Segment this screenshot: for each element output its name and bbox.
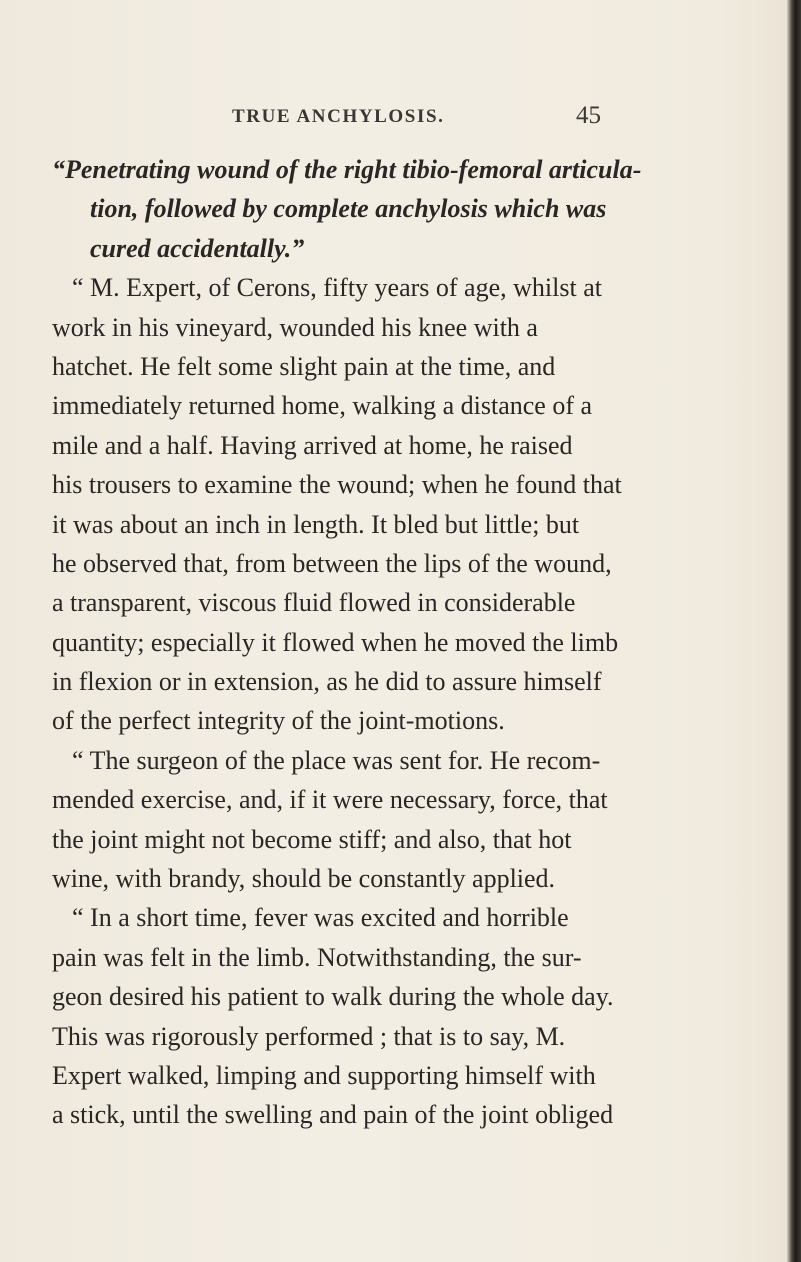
text-line: the joint might not become stiff; and also, that hot — [52, 824, 572, 854]
text-line: “ In a short time, fever was excited and horrible — [72, 903, 569, 933]
text-line: a transparent, viscous fluid flowed in considerable — [52, 588, 576, 618]
text-line: mile and a half. Having arrived at home, he raised — [52, 430, 573, 460]
text-line: pain was felt in the limb. Notwithstanding, the sur- — [52, 942, 582, 972]
text-line: This was rigorously performed ; that is to say, M. — [52, 1021, 566, 1051]
text-line: cured accidentally.” — [90, 233, 305, 263]
text-line: work in his vineyard, wounded his knee with a — [52, 312, 538, 342]
page-edge — [787, 0, 801, 1262]
text-line: a stick, until the swelling and pain of the joint obliged — [52, 1100, 614, 1130]
text-line: hatchet. He felt some slight pain at the time, and — [52, 351, 556, 381]
text-line: “ The surgeon of the place was sent for. He recom- — [72, 745, 601, 775]
text-line: “ M. Expert, of Cerons, fifty years of age, whilst at — [72, 273, 602, 303]
text-line: Expert walked, limping and supporting himself with — [52, 1060, 596, 1090]
text-line: in flexion or in extension, as he did to assure himself — [52, 667, 602, 697]
text-line: of the perfect integrity of the joint-motions. — [52, 706, 505, 736]
text-line: immediately returned home, walking a distance of a — [52, 391, 593, 421]
page-number: 45 — [576, 102, 601, 129]
text-line: it was about an inch in length. It bled but little; but — [52, 509, 580, 539]
text-line: geon desired his patient to walk during the whole day. — [52, 982, 614, 1012]
page-header — [232, 102, 652, 134]
text-line: wine, with brandy, should be constantly applied. — [52, 864, 556, 894]
text-line: quantity; especially it flowed when he moved the limb — [52, 627, 619, 657]
running-head: TRUE ANCHYLOSIS. — [232, 106, 445, 127]
text-line: his trousers to examine the wound; when he found that — [52, 470, 622, 500]
text-line: tion, followed by complete anchylosis which was — [90, 194, 607, 224]
text-line: “Penetrating wound of the right tibio-femoral articula- — [52, 155, 642, 184]
text-line: he observed that, from between the lips of the wound, — [52, 548, 612, 578]
body-text — [52, 150, 782, 1135]
text-line: mended exercise, and, if it were necessary, force, that — [52, 785, 608, 815]
